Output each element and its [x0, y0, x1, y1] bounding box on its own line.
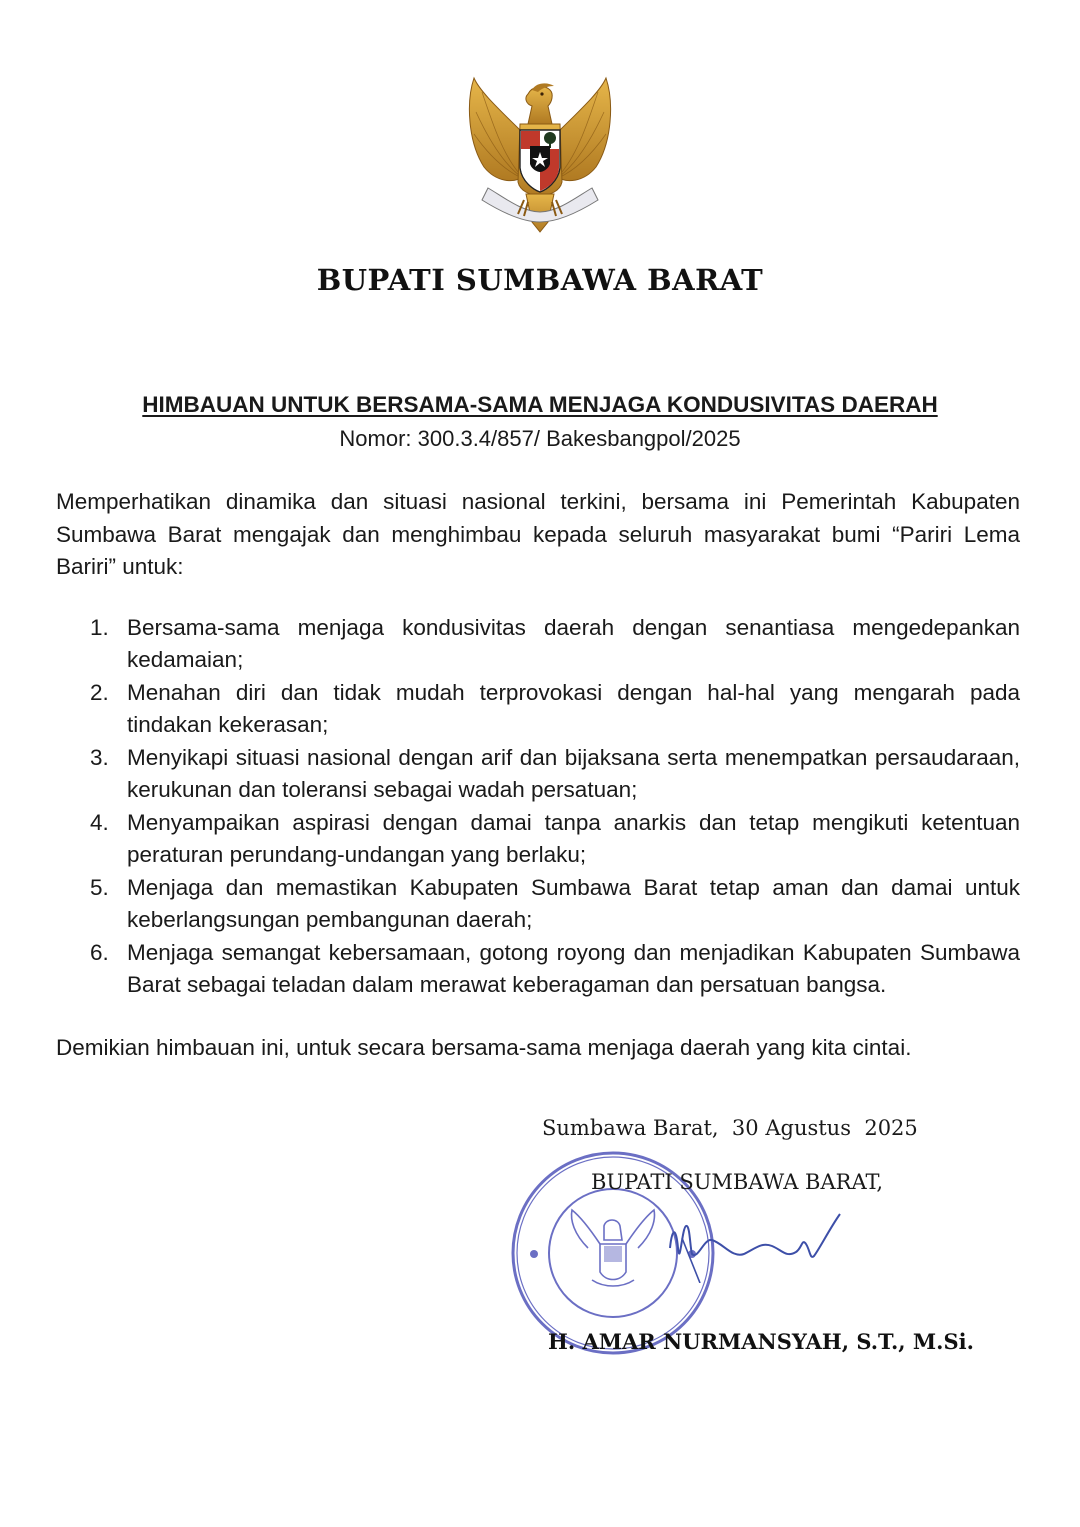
- list-item: 4. Menyampaikan aspirasi dengan damai tanpa anarkis dan tetap mengikuti ketentuan peraturan perundang-undangan yang berlaku;: [90, 809, 1020, 867]
- signer-name: H. AMAR NURMANSYAH, S.T., M.Si.: [548, 1329, 974, 1354]
- signer-position: BUPATI SUMBAWA BARAT,: [591, 1170, 884, 1194]
- subject-title: HIMBAUAN UNTUK BERSAMA-SAMA MENJAGA KONDUSIVITAS DAERAH: [142, 392, 938, 417]
- garuda-emblem-icon: [462, 72, 618, 242]
- list-item: 3. Menyikapi situasi nasional dengan arif dan bijaksana serta menempatkan persaudaraan, kerukunan dan toleransi sebagai wadah persatuan;: [90, 744, 1020, 802]
- list-item: 2. Menahan diri dan tidak mudah terprovokasi dengan hal-hal yang mengarah pada tindakan kekerasan;: [90, 679, 1020, 737]
- list-item: 6. Menjaga semangat kebersamaan, gotong royong dan menjadikan Kabupaten Sumbawa Barat sebagai teladan dalam merawat keberagaman dan persatuan bangsa.: [90, 939, 1020, 997]
- closing-paragraph: Demikian himbauan ini, untuk secara bersama-sama menjaga daerah yang kita cintai.: [56, 1034, 912, 1060]
- list-item: 1. Bersama-sama menjaga kondusivitas daerah dengan senantiasa mengedepankan kedamaian;: [90, 614, 1020, 672]
- signature-block: [0, 1114, 1080, 1414]
- appeal-list: [90, 612, 1020, 1002]
- issuer-title: BUPATI SUMBAWA BARAT: [316, 263, 764, 297]
- handwritten-signature-icon: [660, 1208, 860, 1283]
- letter-number: Nomor: 300.3.4/857/ Bakesbangpol/2025: [339, 426, 741, 451]
- place-date: Sumbawa Barat, 30 Agustus 2025: [542, 1116, 918, 1140]
- list-item: 5. Menjaga dan memastikan Kabupaten Sumbawa Barat tetap aman dan damai untuk keberlangsungan pembangunan daerah;: [90, 874, 1020, 932]
- intro-paragraph: Memperhatikan dinamika dan situasi nasional terkini, bersama ini Pemerintah Kabupaten Sumbawa Barat mengajak dan menghimbau kepada seluruh masyarakat bumi “Pariri Lema Bariri” untuk:: [56, 489, 1020, 579]
